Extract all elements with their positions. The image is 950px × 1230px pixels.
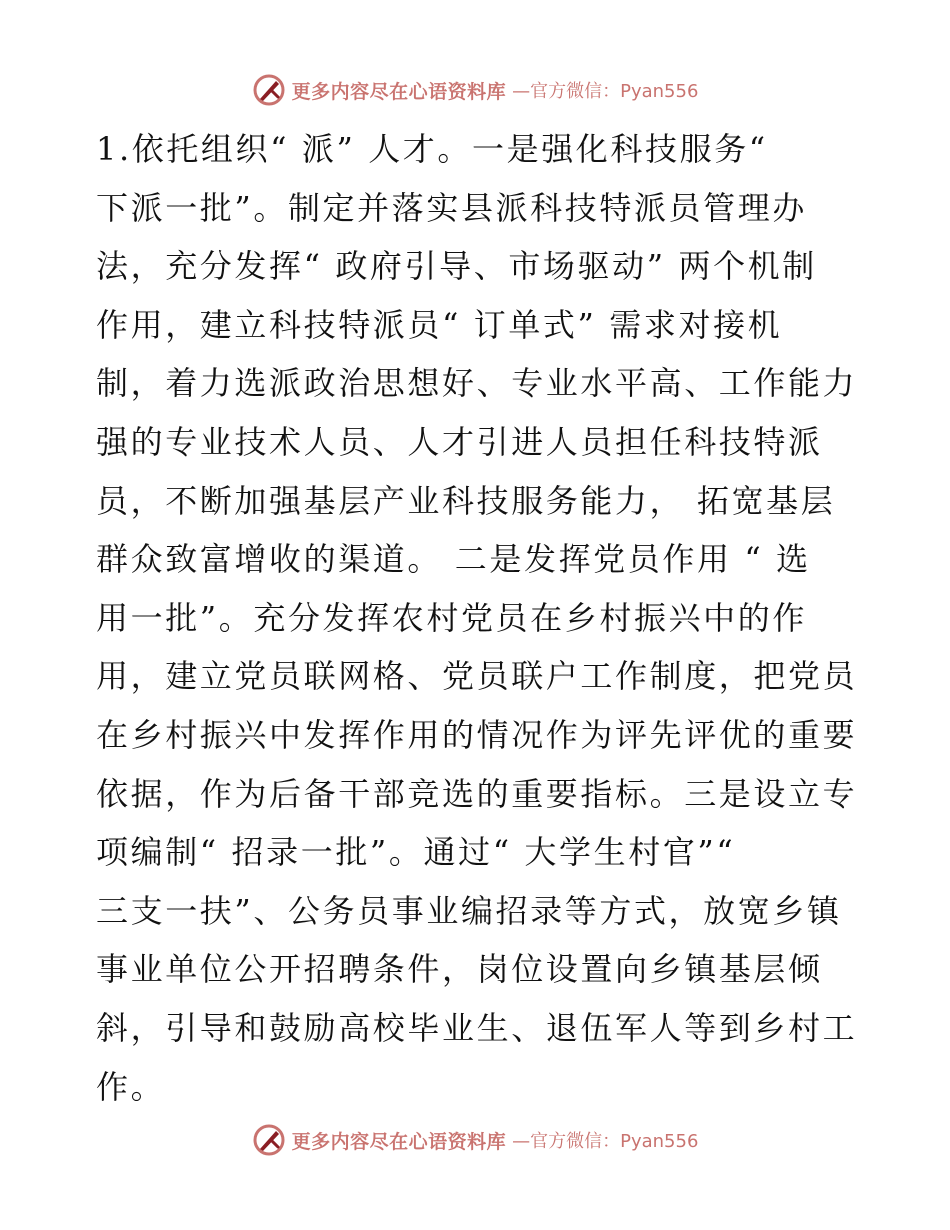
header-banner [0, 70, 950, 110]
quill-pen-logo-icon [252, 73, 286, 107]
text-line: 依据，作为后备干部竞选的重要指标。三是设立专 [96, 774, 858, 813]
text-line: 员，不断加强基层产业科技服务能力， 拓宽基层 [96, 481, 836, 520]
text-line: 强的专业技术人员、人才引进人员担任科技特派 [96, 422, 823, 461]
header-wechat-text: —官方微信：Pyan556 [512, 81, 699, 102]
text-line: 用一批”。充分发挥农村党员在乡村振兴中的作 [96, 598, 807, 637]
text-line: 法，充分发挥“ 政府引导、市场驱动” 两个机制 [96, 247, 817, 286]
text-line: 1.依托组织“ 派” 人才。一是强化科技服务“ [96, 130, 768, 168]
document-body [96, 120, 856, 1116]
text-line: 斜，引导和鼓励高校毕业生、退伍军人等到乡村工 [96, 1008, 858, 1047]
quill-pen-logo-icon [252, 1123, 286, 1157]
text-line: 下派一批”。制定并落实县派科技特派员管理办 [96, 188, 807, 227]
text-line: 项编制“ 招录一批”。通过“ 大学生村官”“ [96, 833, 736, 872]
text-line: 三支一扶”、公务员事业编招录等方式，放宽乡镇 [96, 891, 842, 930]
footer-wechat-text: —官方微信：Pyan556 [512, 1131, 699, 1152]
text-line: 事业单位公开招聘条件，岗位设置向乡镇基层倾 [96, 950, 823, 989]
text-line: 在乡村振兴中发挥作用的情况作为评先评优的重要 [96, 715, 858, 754]
footer-banner [0, 1120, 950, 1160]
text-line: 制，着力选派政治思想好、专业水平高、工作能力 [96, 364, 858, 403]
text-line: 作。 [96, 1067, 166, 1106]
header-brand-text: 更多内容尽在心语资料库 [291, 80, 507, 103]
text-line: 用，建立党员联网格、党员联户工作制度，把党员 [96, 657, 858, 696]
text-line: 群众致富增收的渠道。 二是发挥党员作用 “ 选 [96, 540, 811, 579]
text-line: 作用，建立科技特派员“ 订单式” 需求对接机 [96, 305, 783, 344]
footer-brand-text: 更多内容尽在心语资料库 [291, 1130, 507, 1153]
